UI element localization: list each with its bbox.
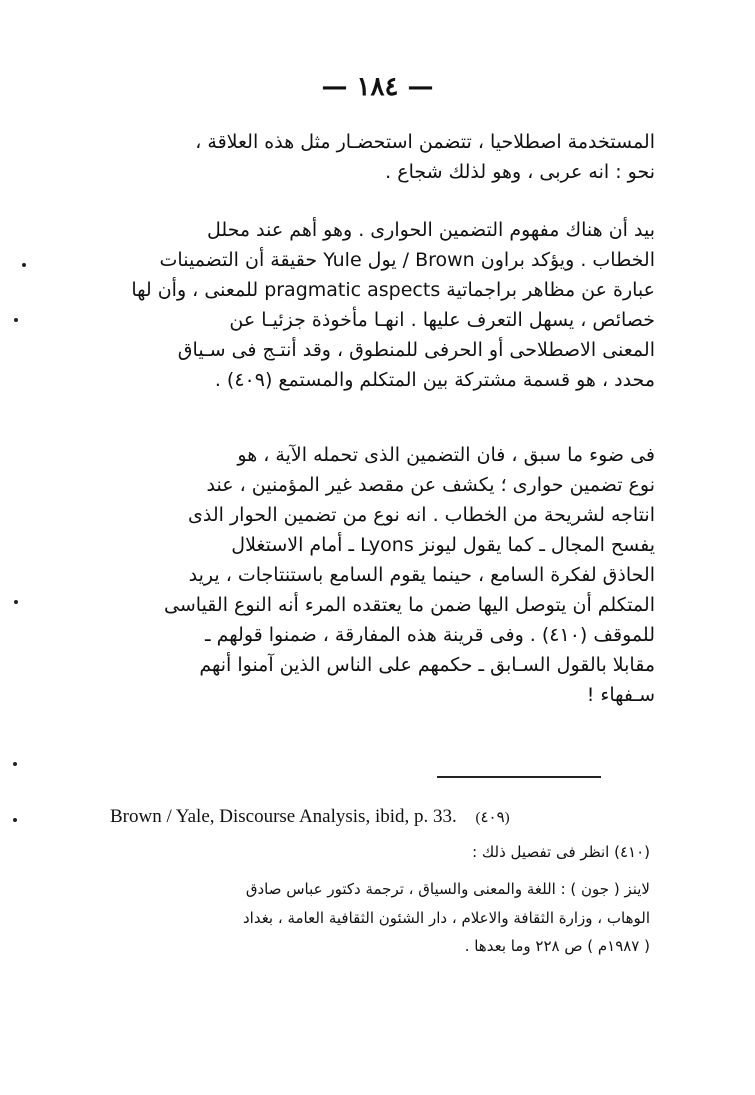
paragraph-line: خصائص ، يسهل التعرف عليها . انهـا مأخوذة جزئيـا عن [229,309,655,331]
paragraph-2 [100,215,655,395]
paragraph-line: الخطاب . ويؤكد براون Brown / يول Yule حقيقة أن التضمينات [159,249,655,271]
paragraph-line: نوع تضمين حوارى ؛ يكشف عن مقصد غير المؤمنين ، عند [206,474,655,496]
paragraph-line: المعنى الاصطلاحى أو الحرفى للمنطوق ، وقد أنتـج فى سـياق [177,339,655,361]
footnote-410-ref-line: الوهاب ، وزارة الثقافة والاعلام ، دار الشئون الثقافية العامة ، بغداد [242,909,650,927]
footnote-410-ref-line: لاينز ( جون ) : اللغة والمعنى والسياق ، ترجمة دكتور عباس صادق [245,880,650,898]
scan-speck [14,318,18,322]
paragraph-line: فى ضوء ما سبق ، فان التضمين الذى تحمله الآية ، هو [237,444,655,466]
footnote-410-ref-line: ( ١٩٨٧م ) ص ٢٢٨ وما بعدها . [464,937,650,955]
scan-speck [13,818,17,822]
scan-speck [22,263,26,267]
paragraph-line: الحاذق لفكرة السامع ، حينما يقوم السامع باستنتاجات ، يريد [188,564,655,586]
paragraph-line: بيد أن هناك مفهوم التضمين الحوارى . وهو أهم عند محلل [206,219,655,241]
paragraph-line: المستخدمة اصطلاحيا ، تتضمن استحضـار مثل هذه العلاقة ، [195,131,655,153]
paragraph-line: سـفهاء ! [586,684,655,706]
page-number: — ١٨٤ — [321,72,434,102]
footnote-409-text: Brown / Yale, Discourse Analysis, ibid, p. 33. [110,806,457,827]
paragraph-line: مقابلا بالقول السـابق ـ حكمهم على الناس الذين آمنوا أنهم [199,654,655,676]
paragraph-line: يفسح المجال ـ كما يقول ليونز Lyons ـ أمام الاستغلال [231,534,655,556]
scan-speck [13,762,17,766]
paragraph-3 [100,440,655,710]
paragraph-line: للموقف (٤١٠) . وفى قرينة هذه المفارقة ، ضمنوا قولهم ـ [205,624,655,646]
paragraph-line: عبارة عن مظاهر براجماتية pragmatic aspects للمعنى ، وأن لها [131,279,655,301]
paragraph-line: المتكلم أن يتوصل اليها ضمن ما يعتقده المرء أنه النوع القياسى [164,594,655,616]
paragraph-1 [100,127,655,187]
scan-speck [14,600,18,604]
footnote-separator [437,776,601,778]
paragraph-line: محدد ، هو قسمة مشتركة بين المتكلم والمستمع (٤٠٩) . [214,369,655,391]
footnote-409 [110,806,600,828]
paragraph-line: نحو : انه عربى ، وهو لذلك شجاع . [385,161,655,183]
paragraph-line: انتاجه لشريحة من الخطاب . انه نوع من تضمين الحوار الذى [188,504,655,526]
footnote-409-number: (٤٠٩) [475,810,510,826]
footnote-410: (٤١٠) انظر فى تفصيل ذلك : [472,843,650,861]
